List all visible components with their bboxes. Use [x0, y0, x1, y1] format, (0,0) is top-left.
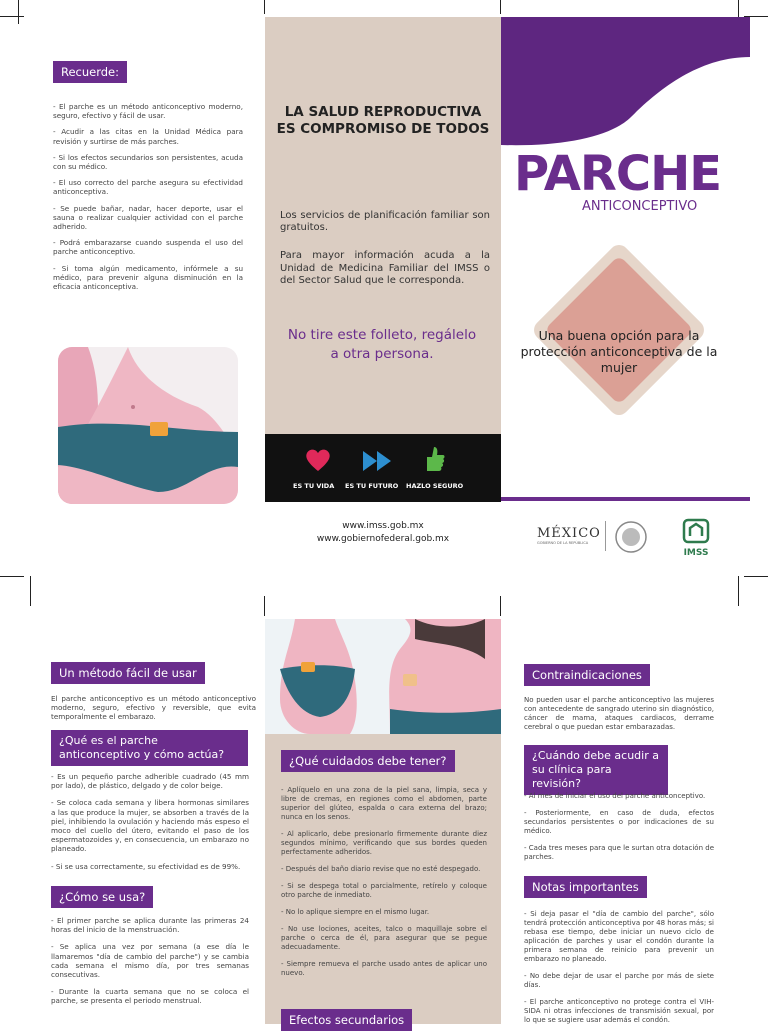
cover-subtitle: ANTICONCEPTIVO [582, 199, 698, 214]
list-item: - El parche es un método anticonceptivo moderno, seguro, efectivo y fácil de usar. [53, 102, 243, 121]
list-item: - Después del baño diario revise que no esté despegado. [281, 865, 481, 873]
list-item: - Si deja pasar el "día de cambio del parche", sólo tendrá protección anticonceptiva por 48 horas más; si rebasa ese tiempo, debe iniciar un nuevo ciclo de aplicación de parches y usar el condón durante la primera semana de reinicio para prevenir un embarazo no planeado. [524, 910, 714, 963]
crop-mark [500, 596, 501, 616]
cover-tagline: Una buena opción para la protección anticonceptiva de la mujer [520, 328, 718, 375]
slogan-bar [265, 434, 501, 502]
contraindications-text: No pueden usar el parche anticonceptivo las mujeres con antecedente de sangrado uterino sin diagnóstico, cáncer de mama, ataques cardiacos, derrame cerebral o que puedan estar embarazadas. [524, 696, 714, 731]
important-notes-list [524, 910, 714, 1024]
mexico-subtitle: GOBIERNO DE LA REPÚBLICA [537, 541, 589, 545]
more-info-text: Para mayor información acuda a la Unidad de Medicina Familiar del IMSS o del Sector Salud que le corresponda. [280, 250, 490, 286]
crop-mark [18, 0, 19, 24]
list-item: - No debe dejar de usar el parche por más de siete días. [524, 972, 714, 989]
imss-wordmark: IMSS [683, 548, 709, 558]
crop-mark [738, 576, 739, 606]
list-item: - No lo aplique siempre en el mismo lugar. [281, 908, 430, 916]
free-services-text: Los servicios de planificación familiar son gratuitos. [280, 210, 490, 233]
what-is-list [51, 772, 249, 879]
checkup-heading: ¿Cuándo debe acudir a su clínica para revisión? [524, 745, 668, 795]
list-item: - El uso correcto del parche asegura su efectividad anticonceptiva. [53, 178, 243, 197]
imss-logo [678, 518, 714, 558]
list-item: - Siempre remueva el parche usado antes de aplicar uno nuevo. [281, 960, 487, 977]
list-item: - Durante la cuarta semana que no se coloca el parche, se presenta el periodo menstrual. [51, 987, 249, 1006]
list-item: - Si se despega total o parcialmente, retírelo y coloque otro parche de inmediato. [281, 882, 487, 899]
heart-icon [305, 448, 331, 476]
crop-mark [30, 576, 31, 606]
crop-mark [264, 596, 265, 616]
easy-method-heading: Un método fácil de usar [51, 662, 205, 684]
list-item: - El parche anticonceptivo no protege contra el VIH-SIDA ni otras infecciones de transmisión sexual, por lo que se sugiere usar además el condón. [524, 998, 714, 1024]
list-item: - Cada tres meses para que le surtan otra dotación de parches. [524, 844, 714, 861]
list-item: - El primer parche se aplica durante las primeras 24 horas del inicio de la menstruación. [51, 916, 249, 935]
list-item: - Es un pequeño parche adherible cuadrado (45 mm por lado), de plástico, delgado y de color beige. [51, 772, 249, 791]
logo-divider [605, 521, 606, 551]
list-item: - Si se usa correctamente, su efectividad es de 99%. [51, 861, 241, 871]
cover-title: PARCHE [514, 146, 722, 202]
recuerde-list [53, 102, 243, 298]
what-is-heading: ¿Qué es el parche anticonceptivo y cómo actúa? [51, 730, 248, 766]
purple-swoosh [501, 17, 750, 147]
mexico-logo [537, 526, 601, 545]
list-item: - Se coloca cada semana y libera hormonas similares a las que produce la mujer, se absorben a través de la piel, inhibiendo la ovulación y haciendo más espeso el moco del cuello del útero, evitando el paso de los espermatozoides y, en consecuencia, un embarazo no planeado. [51, 798, 249, 854]
fast-forward-icon [363, 451, 393, 475]
easy-method-text: El parche anticonceptivo es un método anticonceptivo moderno, seguro, efectivo y reversible, que evita temporalmente el embarazo. [51, 694, 256, 722]
recuerde-heading: Recuerde: [53, 61, 127, 83]
slogan-label: HAZLO SEGURO [406, 482, 464, 490]
contraindications-heading: Contraindicaciones [524, 664, 650, 686]
list-item: - Aplíquelo en una zona de la piel sana, limpia, seca y libre de cremas, en regiones como el abdomen, parte superior del glúteo, espalda o cara externa del brazo; nunca en los senos. [281, 786, 487, 821]
crop-mark [264, 0, 265, 14]
patch-application-illustration [265, 619, 501, 734]
coat-of-arms-icon [614, 520, 648, 558]
list-item: - No use lociones, aceites, talco o maquillaje sobre el parche o cerca de él, para asegurar que se pegue adecuadamente. [281, 925, 487, 951]
how-to-use-heading: ¿Cómo se usa? [51, 886, 153, 908]
list-item: - Si toma algún medicamento, infórmele a su médico, para prevenir alguna disminución en la eficacia anticonceptiva. [53, 263, 243, 292]
reproductive-health-title: LA SALUD REPRODUCTIVA ES COMPROMISO DE TODOS [276, 104, 490, 137]
crop-mark [500, 0, 501, 14]
care-heading: ¿Qué cuidados debe tener? [281, 750, 455, 772]
crop-mark [744, 576, 768, 577]
list-item: - Se aplica una vez por semana (a ese día le llamaremos "día de cambio del parche") y se cambia cada semana el mismo día, por tres semanas consecutivas. [51, 942, 249, 980]
imss-emblem-icon [682, 518, 710, 544]
list-item: - Podrá embarazarse cuando suspenda el uso del parche anticonceptivo. [53, 238, 243, 257]
patch-waist-illustration [58, 347, 238, 504]
thumbs-up-icon [423, 445, 445, 477]
imss-website-link[interactable]: www.imss.gob.mx [342, 521, 424, 531]
keep-brochure-callout: No tire este folleto, regálelo a otra persona. [287, 327, 477, 362]
list-item: - Se puede bañar, nadar, hacer deporte, usar el sauna o realizar cualquier actividad con el parche adherido. [53, 203, 243, 232]
slogan-label: ES TU VIDA [293, 482, 335, 490]
side-effects-heading: Efectos secundarios [281, 1009, 412, 1031]
purple-rule [501, 497, 750, 501]
mexico-wordmark: MÉXICO [537, 526, 601, 541]
list-item: - Acudir a las citas en la Unidad Médica para revisión y surtirse de más parches. [53, 127, 243, 146]
important-notes-heading: Notas importantes [524, 876, 647, 898]
list-item: - Al mes de iniciar el uso del parche anticonceptivo. [524, 792, 706, 800]
crop-mark [0, 16, 24, 17]
slogan-label: ES TU FUTURO [345, 482, 399, 490]
how-to-use-list [51, 916, 249, 1014]
list-item: - Al aplicarlo, debe presionarlo firmemente durante diez segundos mínimo, verificando que sus bordes queden perfectamente adheridos. [281, 830, 487, 856]
crop-mark [0, 576, 24, 577]
gobierno-website-link[interactable]: www.gobiernofederal.gob.mx [316, 534, 450, 544]
care-list [281, 786, 487, 986]
list-item: - Posteriormente, en caso de duda, efectos secundarios persistentes o por indicaciones de su médico. [524, 809, 714, 835]
checkup-list [524, 792, 714, 870]
list-item: - Si los efectos secundarios son persistentes, acuda con su médico. [53, 152, 243, 172]
website-links [265, 520, 501, 546]
